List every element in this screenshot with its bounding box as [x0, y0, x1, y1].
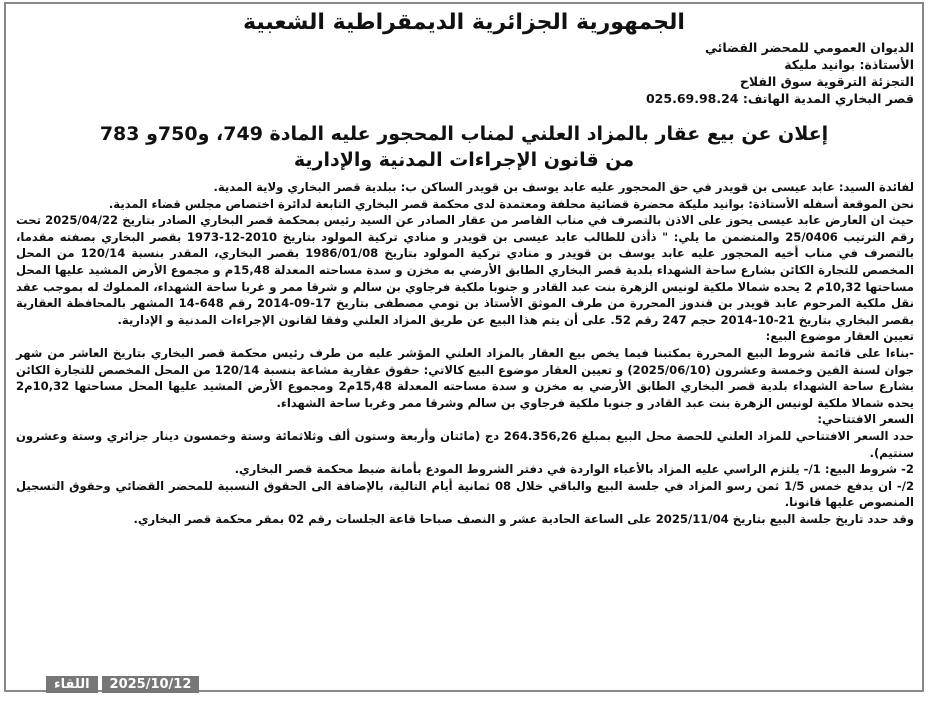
- paragraph: 2- شروط البيع: 1/- يلتزم الراسي عليه المزاد بالأعباء الواردة في دفتر الشروط المودع بأمانة ضبط محكمة قصر البخاري.: [234, 462, 914, 477]
- paragraph: وقد حدد تاريخ جلسة البيع بتاريخ 2025/11/04 على الساعة الحادية عشر و النصف صباحا قاعة الجلسات رقم 02 بمقر محكمة قصر البخاري.: [133, 511, 914, 526]
- newspaper-name: اللقاء: [46, 676, 98, 693]
- notice-heading-line2: من قانون الإجراءات المدنية والإدارية: [293, 149, 635, 171]
- section-heading: السعر الافتتاحي:: [817, 412, 914, 427]
- paragraph: حيث ان العارض عابد عيسى يحوز على الاذن بالتصرف في مناب القاصر من عقار الصادر عن السيد رئيس بمحكمة قصر البخاري الصادر بتاريخ 2025/04/22 تحت رقم الترتيب 25/0406 والمتضمن ما يلي: " ذأذن للطالب عابد عيسى بن قويدر و منادي تركية المولود بتاريخ 2010-12-1973 بقصر البخاري بصفته مقدما، بالتصرف في مناب أخيه المحجور عليه عابد يوسف بن قويدر و منادي تركية المولود بتاريخ 1986/01/08 بقصر البخاري، المقدر بنسبة 120/14 من المحل المخصص للتجارة الكائن بشارع ساحة الشهداء بلدية قصر البخاري الطابق الأرضي به مخزن و سدة مساحته المعدلة 15,48م و مجموع الأرض المشيد عليها المحل مساحتها 10,32م 2 يحده شمالا ملكية لونيس الزهرة بنت عبد القادر و جنوبا ملكية فرجاوي بن سالم و شرقا ممر و غربا ساحة الشهداء، المملوك له بموجب عقد نقل ملكية المرحوم عابد قويدر بن قندوز المحررة من طرف الموثق الأستاذ بن تومي مصطفى بتاريخ 17-09-2014 رقم 648-14 المشهر بالمحافظة العقارية بقصر البخاري بتاريخ 21-10-2014 حجم 247 رقم 52. على أن يتم هذا البيع عن طريق المزاد العلني وفقا لقانون الإجراءات المدنية و الإدارية.: [16, 213, 914, 327]
- newspaper-footer: [46, 676, 199, 693]
- paragraph: لفائدة السيد: عابد عيسى بن قويدر في حق المحجور عليه عابد يوسف بن قويدر الساكن ب: ببلدية قصر البخاري ولاية المدية.: [213, 180, 914, 194]
- page-title: الجمهورية الجزائرية الديمقراطية الشعبية: [243, 10, 685, 35]
- office-header: [8, 39, 920, 107]
- paragraph: 2/- ان يدفع خمس 1/5 ثمن رسو المزاد في جلسة البيع والباقي خلال 08 ثمانية أيام التالية، بالإضافة الى الحقوق النسبية للمحضر القضائي وحقوق التسجيل المنصوص عليها قانونا.: [16, 478, 915, 510]
- section-heading: تعيين العقار موضوع البيع:: [765, 329, 914, 344]
- notice-heading-line1: إعلان عن بيع عقار بالمزاد العلني لمناب المحجور عليه المادة 749، و750و 783: [99, 123, 829, 145]
- paragraph: حدد السعر الافتتاحي للمزاد العلني للحصة محل البيع بمبلغ 264.356,26 دج (مائتان وأربعة وستون ألف وثلاثمائة وستة وخمسون دينار جزائري وستة وعشرون سنتيم).: [16, 428, 914, 460]
- paragraph: -بناءا على قائمة شروط البيع المحررة بمكتبنا فيما يخص بيع العقار بالمزاد العلني المؤشر عليه من طرف رئيس محكمة قصر البخاري بتاريخ العاشر من شهر جوان لسنة الفين وخمسة وعشرون (2025/06/10) و تعيين العقار موضوع البيع كالاتي: حقوق عقارية مشاعة بنسبة 120/14 من المحل المخصص للتجارة الكائن بشارع ساحة الشهداء بلدية قصر البخاري الطابق الأرضي به مخزن و سدة مساحته المعدلة 15,48م2 ومجموع الأرض المشيد عليها المحل مساحتها 10,32م2 يحده شمالا ملكية لونيس الزهرة بنت عبد القادر و جنوبا ملكية فرجاوي بن سالم وشرقا ممر وغربا ساحة الشهداء.: [16, 345, 915, 410]
- publication-date: 2025/10/12: [102, 676, 200, 693]
- legal-notice: [8, 4, 920, 527]
- office-line: الديوان العمومي للمحضر القضائي: [705, 40, 914, 55]
- notice-heading: [8, 121, 920, 173]
- office-line: الأستاذة: بوانيد مليكة: [784, 57, 914, 72]
- paragraph: نحن الموقعة أسفله الأستاذة: بوانيد مليكة محضرة قضائية محلفة ومعتمدة لدى محكمة قصر البخاري التابعة لدائرة اختصاص مجلس قضاء المدية.: [108, 196, 914, 211]
- office-line: التجزئة الترقوية سوق الفلاح: [739, 74, 914, 89]
- office-line: قصر البخاري المدية الهاتف: 025.69.98.24: [645, 91, 914, 106]
- notice-body: [8, 173, 920, 527]
